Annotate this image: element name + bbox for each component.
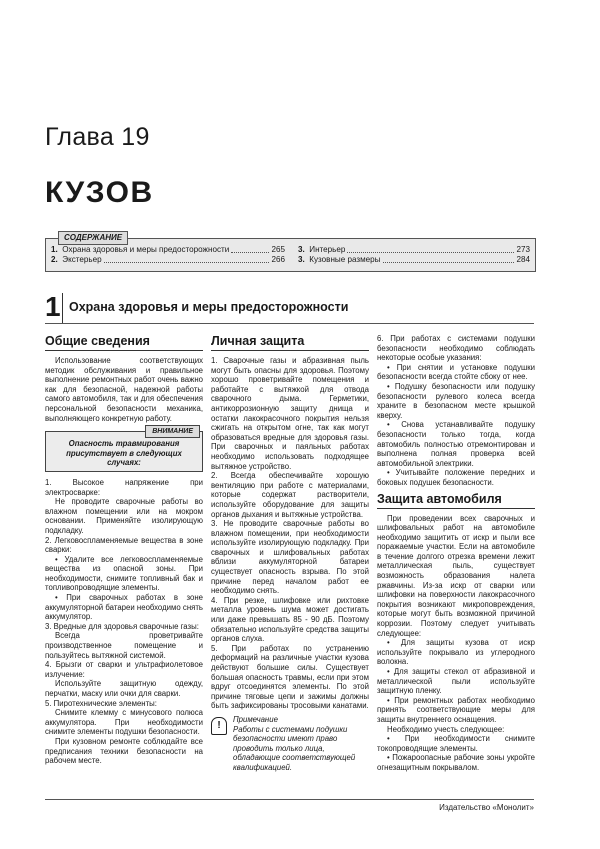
toc-item[interactable]: 3. Кузовные размеры 284	[298, 255, 530, 264]
column-vehicle-protection: 6. При работах с системами подушки безопасности необходимо соблюдать некоторые особые указания: • При снятии и установке подушки безопасности всегда стойте сбоку от нее. • Подушку безопасности или подушку безопасности рулевого колеса всегда храните в безопасном месте крышкой кверху. • Снова устанавливайте подушку безопасности только тогда, когда автомобиль полностью отремонтирован и выполнена полная проверка всей автомобильной электрики. • Учитывайте положение передних и боковых подушек безопасности. Защита автомобиля При проведении всех сварочных и шлифовальных работ на автомобиле необходимо защитить от искр и пыли все поражаемые участки. Если на автомобиле в течение долгого отрезка времени лежит металлическая пыль, существует возможность образования налета ржавчины. Из-за искр от сварки или шлифовки на поверхности лакокрасочного покрытия возникают микроповреждения, которые могут быть возможной причиной коррозии. Поэтому следует учитывать следующее: • Для защиты кузова от искр используйте покрывало из углеродного волокна. • Для защиты стекол от абразивной и металлической пыли используйте защитную пленку. • При ремонтных работах необходимо принять соответствующие меры для защиты внутреннего оснащения. Необходимо учесть следующее: • При необходимости снимите токопроводящие элементы. • Пожароопасные рабочие зоны укройте огнезащитным покрывалом.	[377, 334, 535, 772]
section-number: 1	[45, 291, 61, 322]
warning-tag: ВНИМАНИЕ	[145, 425, 200, 438]
chapter-label: Глава 19	[45, 123, 150, 151]
toc-item[interactable]: 2. Экстерьер 266	[51, 255, 285, 264]
column-general: Общие сведения Использование соответствующих методик обслуживания и правильное выполнение ремонтных работ очень важно как для безопасной, надежной работы самого автомобиля, так и для обеспечения персональной безопасности механика, выполняющего конкретную работу. ВНИМАНИЕ Опасность травмирования присутствует в следующих случаях: 1. Высокое напряжение при электросварке: Не проводите сварочные работы во влажном помещении или на мокром основании. Применяйте изолирующую подкладку. 2. Легковоспламеняемые вещества в зоне сварки: • Удалите все легковоспламеняемые вещества из опасной зоны. При необходимости, снимите топливный бак и топливопроводящие элементы. • При сварочных работах в зоне аккумуляторной батареи необходимо снять аккумулятор. 3. Вредные для здоровья сварочные газы: Всегда проветривайте производственное помещение и пользуйтесь вытяжной системой. 4. Брызги от сварки и ультрафиолетовое излучение: Используйте защитную одежду, перчатки, маску или очки для сварки. 5. Пиротехнические элементы: Снимите клемму с минусового полюса аккумулятора. При необходимости снимите элементы подушки безопасности. При кузовном ремонте соблюдайте все предписания техники безопасности на рабочем месте.	[45, 334, 203, 766]
toc-item[interactable]: 1. Охрана здоровья и меры предосторожности 265	[51, 245, 285, 254]
page-title: КУЗОВ	[45, 176, 154, 209]
toc-item[interactable]: 3. Интерьер 273	[298, 245, 530, 254]
warning-box: ВНИМАНИЕ Опасность травмирования присутствует в следующих случаях:	[45, 431, 203, 472]
note-icon: !	[211, 717, 227, 735]
vehicle-protection-heading: Защита автомобиля	[377, 492, 535, 509]
section-title: Охрана здоровья и меры предосторожности	[69, 300, 349, 314]
personal-protection-heading: Личная защита	[211, 334, 369, 351]
publisher: Издательство «Монолит»	[439, 803, 534, 812]
section-divider	[62, 293, 63, 323]
table-of-contents	[45, 233, 536, 272]
footer-rule	[45, 799, 534, 800]
toc-label: СОДЕРЖАНИЕ	[58, 231, 128, 245]
general-heading: Общие сведения	[45, 334, 203, 351]
column-personal-protection: Личная защита 1. Сварочные газы и абразивная пыль могут быть опасны для здоровья. Поэтому хорошо проветривайте помещения и работайте с вытяжкой для отвода сварочного дыма. Герметики, антикоррозионную защиту днища и остатки лакокрасочного покрытия нельзя сжигать на открытом огне, так как могут образоваться вредные для здоровья газы. При сварочных и паяльных работах необходимо использовать подходящее вытяжное устройство. 2. Всегда обеспечивайте хорошую вентиляцию при работе с материалами, которые содержат растворители, используйте оборудование для защиты органов дыхания и вытяжные устройства. 3. Не проводите сварочные работы во влажном помещении, при необходимости используйте изолирующую подкладку. При сварочных и шлифовальных работах вблизи аккумуляторной батареи существует опасность взрыва. По этой причине перед началом работ ее необходимо снять. 4. При резке, шлифовке или рихтовке металла уровень шума может достигать или даже превышать 85 - 90 дБ. Поэтому обязательно используйте средства защиты органов слуха. 5. При работах по устранению деформаций на различные участки кузова действуют большие силы. Существует большая опасность травмы, если при этом вдруг отсоединятся элементы. По этой причине тяговые цепи и зажимы должны быть зафиксированы тросовыми канатами. ! Примечание Работы с системами подушки безопасности имеют право проводить только лица, обладающие соответствующей квалификацией.	[211, 334, 369, 772]
note-box: ! Примечание Работы с системами подушки безопасности имеют право проводить только лица, обладающие соответствующей квалификацией.	[211, 715, 369, 773]
section-rule	[45, 323, 534, 324]
